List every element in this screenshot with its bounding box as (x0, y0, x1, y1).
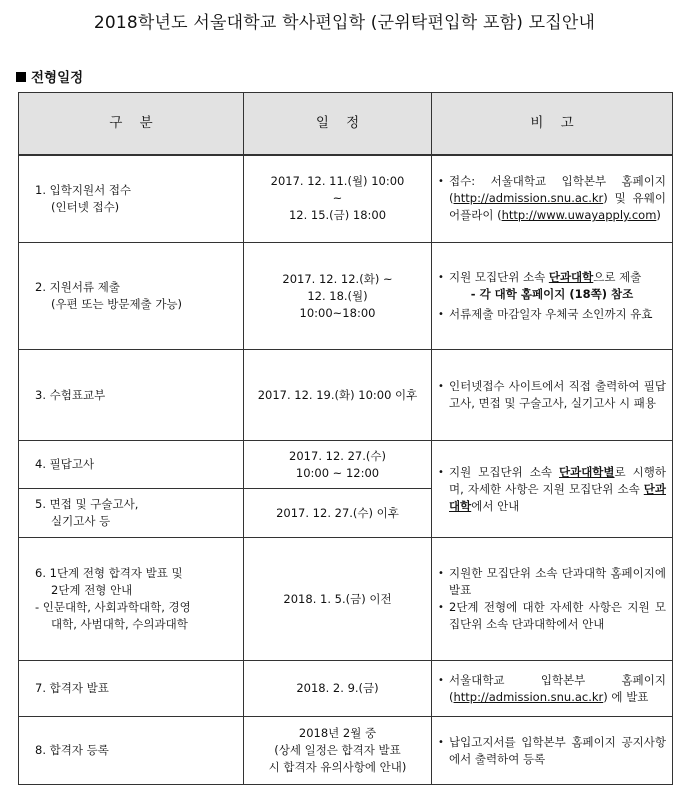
remarks-cell (432, 661, 673, 717)
remark-text: ( (449, 689, 454, 704)
remarks-cell (432, 538, 673, 661)
table-header-row (19, 93, 673, 155)
remark-emphasis: 단과대학 (548, 270, 594, 284)
category-cell (19, 350, 244, 441)
schedule-cell (244, 538, 432, 661)
category-subtext: 대학, 사범대학, 수의과대학 (51, 617, 188, 631)
remarks-cell (432, 155, 673, 243)
remark-item (438, 599, 666, 633)
category-cell (19, 538, 244, 661)
remarks-cell (432, 441, 673, 538)
remarks-cell (432, 717, 673, 785)
header-category: 구 분 (19, 93, 244, 155)
category-text: 6. 1단계 전형 합격자 발표 및 (35, 566, 183, 580)
remark-item (438, 306, 666, 323)
schedule-text: 2018. 1. 5.(금) 이전 (283, 591, 392, 606)
table-row (19, 350, 673, 441)
schedule-text: 2017. 12. 27.(수) 이후 (276, 505, 399, 520)
remark-item (438, 378, 666, 412)
category-text: 3. 수험표교부 (35, 387, 106, 402)
table-row (19, 717, 673, 785)
category-text: 5. 면접 및 구술고사, (35, 497, 139, 511)
table-row (19, 538, 673, 661)
schedule-text: 2017. 12. 27.(수) (289, 448, 386, 463)
remark-item (438, 565, 666, 599)
schedule-text: 2018년 2월 중 (298, 726, 377, 740)
category-subtext: 실기고사 등 (51, 514, 111, 528)
category-cell (19, 441, 244, 489)
remark-text: 으로 제출 (593, 270, 642, 284)
remark-text: 2단계 전형에 대한 자세한 사항은 지원 모집단위 소속 단과대학에서 안내 (449, 600, 666, 631)
category-text: 2. 지원서류 제출 (35, 280, 120, 294)
table-row (19, 243, 673, 350)
schedule-text: 2017. 12. 12.(화) ~ (282, 271, 393, 286)
remarks-cell (432, 350, 673, 441)
uwayapply-link[interactable]: http://www.uwayapply.com (501, 208, 657, 223)
remark-text: ) (656, 208, 661, 223)
schedule-text: 10:00~18:00 (299, 305, 376, 320)
category-text: 8. 합격자 등록 (35, 743, 109, 757)
remark-text: 지원 모집단위 소속 (449, 270, 549, 284)
category-cell (19, 243, 244, 350)
remark-text: 어플라이 ( (449, 208, 502, 223)
schedule-cell (244, 489, 432, 538)
admission-link[interactable]: http://admission.snu.ac.kr (453, 689, 604, 704)
schedule-text: 12. 15.(금) 18:00 (288, 208, 387, 223)
category-subtext: (우편 또는 방문제출 가능) (51, 297, 183, 311)
schedule-text: 2017. 12. 19.(화) 10:00 이후 (257, 387, 418, 402)
schedule-table (18, 92, 673, 785)
remark-text: 서울대학교 입학본부 홈페이지 (449, 672, 666, 687)
header-schedule: 일 정 (244, 93, 432, 155)
remark-text: 로 시행하며, 자세한 사항은 지원 모집단위 소속 (449, 464, 667, 496)
schedule-cell (244, 155, 432, 243)
schedule-cell (244, 661, 432, 717)
table-row (19, 661, 673, 717)
schedule-cell (244, 350, 432, 441)
remark-text: 에서 안내 (471, 498, 520, 513)
schedule-text: (상세 일정은 합격자 발표 (274, 743, 401, 757)
remark-item (438, 173, 666, 224)
remark-text: 지원한 모집단위 소속 단과대학 홈페이지에 발표 (449, 566, 666, 597)
schedule-cell (244, 717, 432, 785)
category-text: 1. 입학지원서 접수 (35, 182, 132, 197)
remark-text: 서류제출 마감일자 우체국 소인까지 유효 (449, 307, 653, 321)
category-cell (19, 489, 244, 538)
table-row (19, 155, 673, 243)
section-heading (16, 66, 83, 86)
remark-emphasis: 단과대학별 (558, 464, 615, 479)
schedule-text: 시 합격자 유의사항에 안내) (268, 760, 407, 774)
remark-item (438, 734, 666, 768)
schedule-cell (244, 441, 432, 489)
category-subtext: (인터넷 접수) (51, 199, 120, 214)
remark-text: ) 에 발표 (603, 689, 649, 704)
header-remarks: 비 고 (432, 93, 673, 155)
category-cell (19, 155, 244, 243)
category-text: 7. 합격자 발표 (35, 681, 109, 695)
remark-item (438, 672, 666, 706)
category-cell (19, 661, 244, 717)
remark-text: ( (449, 191, 454, 206)
schedule-text: 2017. 12. 11.(월) 10:00 (270, 174, 405, 189)
schedule-text: 10:00 ~ 12:00 (295, 465, 380, 480)
remark-emphasis: 단과대학 (449, 481, 666, 513)
table-row (19, 441, 673, 489)
schedule-text: 2018. 2. 9.(금) (296, 681, 379, 695)
section-heading-label: 전형일정 (31, 70, 84, 86)
schedule-text: ~ (332, 191, 343, 206)
schedule-text: 12. 18.(월) (307, 288, 368, 303)
remark-text: 납입고지서를 입학본부 홈페이지 공지사항에서 출력하여 등록 (449, 734, 666, 766)
schedule-cell (244, 243, 432, 350)
page-title: 2018학년도 서울대학교 학사편입학 (군위탁편입학 포함) 모집안내 (93, 13, 596, 33)
remark-text: ) 및 유웨이 (603, 191, 666, 206)
remark-text: 지원 모집단위 소속 (449, 464, 559, 479)
remarks-cell (432, 243, 673, 350)
category-subtext: 2단계 전형 안내 (51, 583, 133, 597)
category-subtext: - 인문대학, 사회과학대학, 경영 (35, 600, 191, 614)
category-cell (19, 717, 244, 785)
remark-emphasis: - 각 대학 홈페이지 (18쪽) 참조 (470, 287, 634, 301)
remark-item (438, 269, 666, 286)
admission-link[interactable]: http://admission.snu.ac.kr (453, 191, 604, 206)
square-bullet-icon (16, 72, 26, 82)
remark-text: 접수: 서울대학교 입학본부 홈페이지 (449, 174, 666, 189)
remark-text: 인터넷접수 사이트에서 직접 출력하여 필답고사, 면접 및 구술고사, 실기고사 시 패용 (449, 379, 666, 410)
category-text: 4. 필답고사 (35, 457, 95, 471)
remark-item (438, 464, 666, 515)
